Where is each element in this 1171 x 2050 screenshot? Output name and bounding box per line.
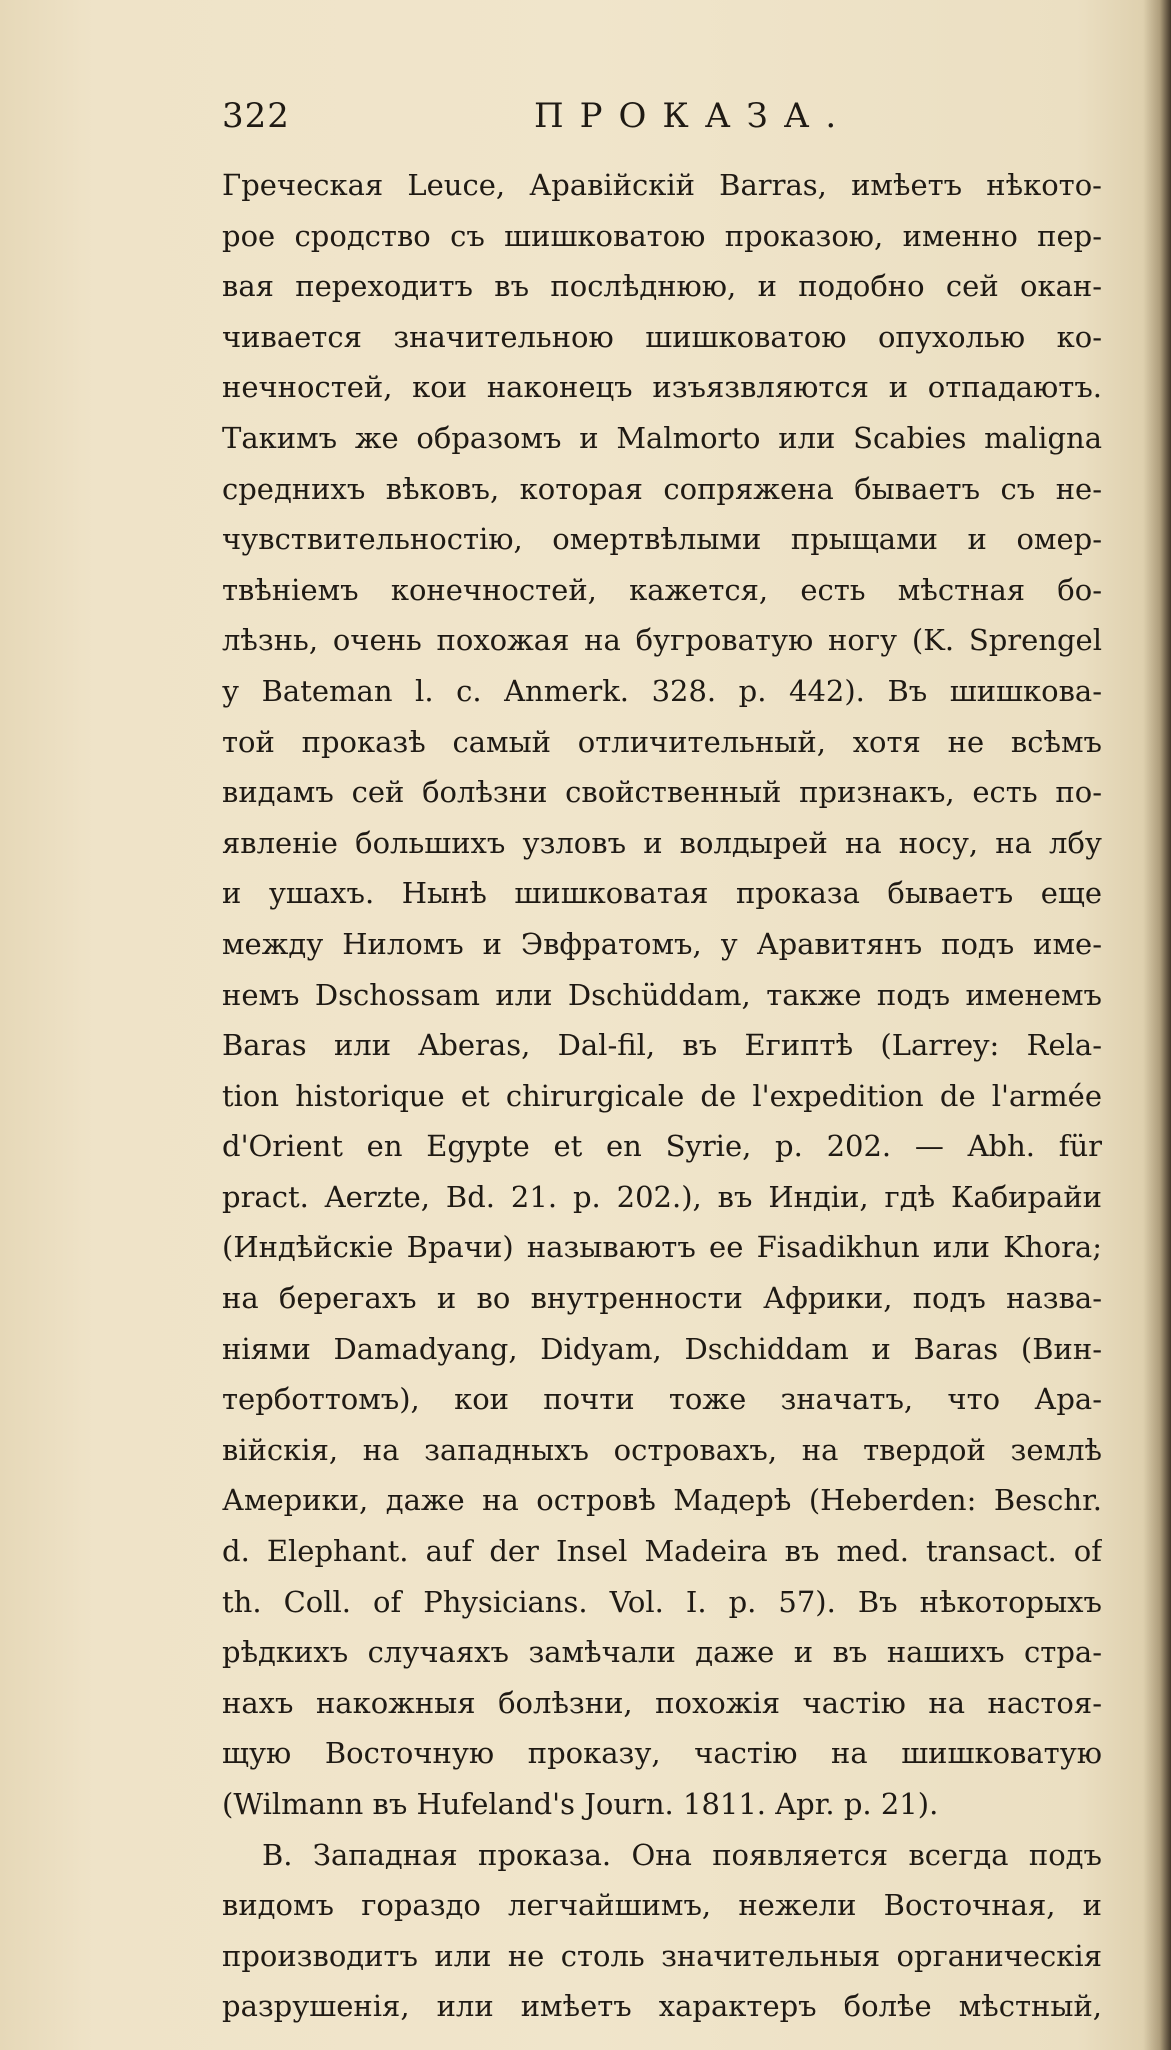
text-line: d'Orient en Egypte et en Syrie, p. 202. — Abh. für (222, 1129, 1102, 1164)
text-line: B. Западная проказа. Она появляется всегда подъ (262, 1837, 1102, 1872)
text-line: Такимъ же образомъ и Malmorto или Scabies maligna (222, 420, 1102, 455)
text-line: между Ниломъ и Эвфратомъ, у Аравитянъ подъ име- (222, 926, 1102, 961)
text-line: щую Восточную проказу, частію на шишковатую (222, 1736, 1102, 1771)
text-line: th. Coll. of Physicians. Vol. I. p. 57). Въ нѣкоторыхъ (222, 1584, 1102, 1619)
page-edge-shadow (1143, 0, 1171, 2050)
text-line: чивается значительною шишковатою опухолью ко- (222, 319, 1102, 354)
text-line: ніями Damadyang, Didyam, Dschiddam и Baras (Вин- (222, 1331, 1102, 1366)
text-line: pract. Aerzte, Bd. 21. p. 202.), въ Индіи, гдѣ Кабирайи (222, 1179, 1102, 1214)
text-line: нахъ накожныя болѣзни, похожія частію на настоя- (222, 1685, 1102, 1720)
text-line: нечностей, кои наконецъ изъязвляются и отпадаютъ. (222, 370, 1102, 405)
text-line: терботтомъ), кои почти тоже значатъ, что Ара- (222, 1382, 1102, 1417)
text-line: производитъ или не столь значительныя органическія (222, 1938, 1102, 1973)
text-line: явленіе большихъ узловъ и волдырей на носу, на лбу (222, 825, 1102, 860)
text-line: чувствительностію, омертвѣлыми прыщами и омер- (222, 522, 1102, 557)
text-line: вая переходитъ въ послѣднюю, и подобно сей окан- (222, 269, 1102, 304)
text-line: немъ Dschossam или Dschüddam, также подъ именемъ (222, 977, 1102, 1012)
page-header (222, 96, 1102, 152)
text-line: (Индѣйскіе Врачи) называютъ ее Fisadikhun или Khora; (222, 1230, 1102, 1265)
text-line: рое сродство съ шишковатою проказою, именно пер- (222, 218, 1102, 253)
text-line: d. Elephant. auf der Insel Madeira въ med. transact. of (222, 1534, 1102, 1569)
text-line: той проказѣ самый отличительный, хотя не всѣмъ (222, 724, 1102, 759)
text-line: твѣніемъ конечностей, кажется, есть мѣстная бо- (222, 572, 1102, 607)
text-line: видомъ гораздо легчайшимъ, нежели Восточная, и (222, 1888, 1102, 1923)
text-line: лѣзнь, очень похожая на бугроватую ногу (K. Sprengel (222, 623, 1102, 658)
text-line: среднихъ вѣковъ, которая сопряжена бываетъ съ не- (222, 471, 1102, 506)
text-line: рѣдкихъ случаяхъ замѣчали даже и въ нашихъ стра- (222, 1635, 1102, 1670)
text-line: (Wilmann въ Hufeland's Journ. 1811. Apr. p. 21). (222, 1787, 939, 1821)
text-line: Baras или Aberas, Dal-fil, въ Египтѣ (Larrey: Rela- (222, 1028, 1102, 1063)
text-line: tion historique et chirurgicale de l'expedition de l'armée (222, 1078, 1102, 1113)
page-number: 322 (222, 96, 290, 136)
text-line: на берегахъ и во внутренности Африки, подъ назва- (222, 1281, 1102, 1316)
text-line: Америки, даже на островѣ Мадерѣ (Heberden: Beschr. (222, 1483, 1102, 1518)
body-text (222, 160, 1102, 2032)
text-line: у Bateman l. c. Anmerk. 328. p. 442). Въ шишкова- (222, 673, 1102, 708)
running-head: ПРОКАЗА. (534, 96, 853, 136)
text-line: Греческая Leuce, Аравійскій Barras, имѣетъ нѣкото- (222, 168, 1102, 202)
text-line: разрушенія, или имѣетъ характеръ болѣе мѣстный, (222, 1989, 1102, 2024)
text-line: и ушахъ. Нынѣ шишковатая проказа бываетъ еще (222, 876, 1102, 911)
text-line: війскія, на западныхъ островахъ, на твердой землѣ (222, 1432, 1102, 1467)
text-line: видамъ сей болѣзни свойственный признакъ, есть по- (222, 775, 1102, 810)
